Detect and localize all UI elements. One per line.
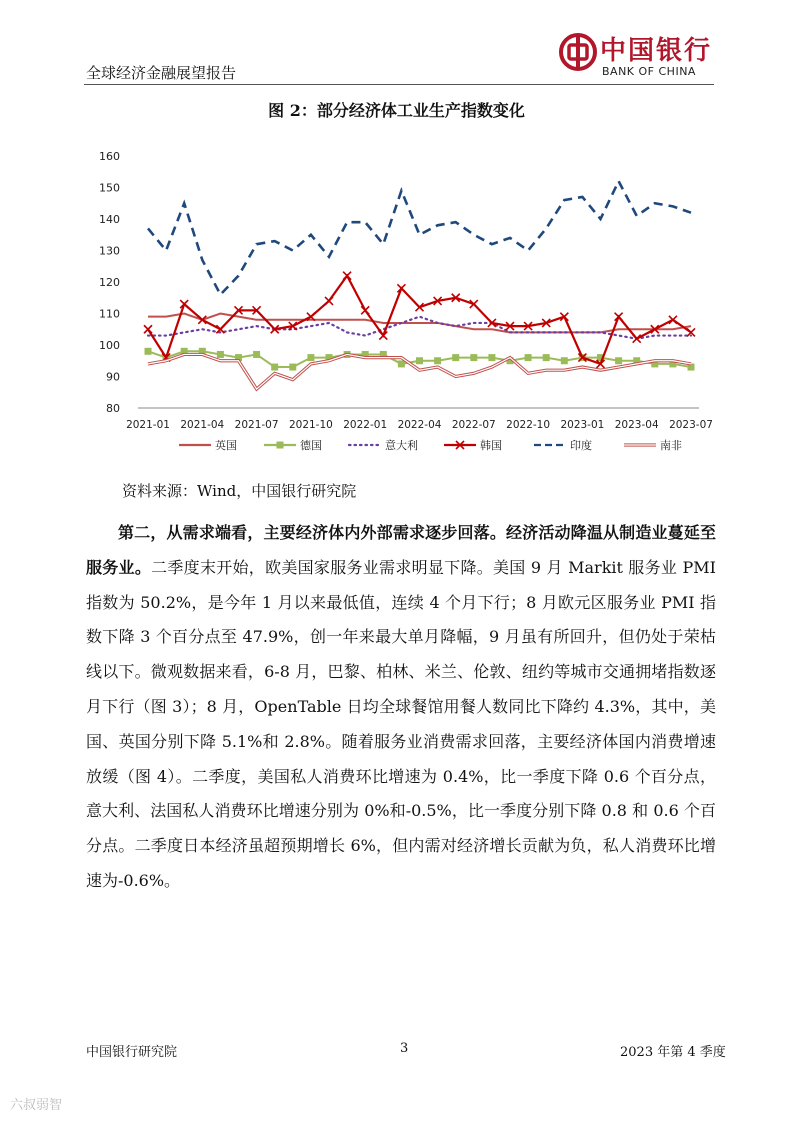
legend-item (444, 438, 502, 452)
chart-axes (99, 150, 713, 431)
x-tick-label: 2023-07 (669, 419, 713, 431)
series-3-point (669, 316, 677, 324)
series-1-point (434, 357, 441, 364)
legend-label: 英国 (215, 439, 237, 452)
logo-text-cn: 中国银行 (600, 36, 713, 66)
series-3-point (325, 297, 333, 305)
x-tick-label: 2023-04 (614, 419, 659, 431)
bank-logo-icon (558, 32, 598, 72)
bank-logo (558, 30, 718, 80)
series-1-point (398, 360, 405, 367)
logo-text-en: BANK OF CHINA (602, 65, 696, 78)
y-tick-label: 90 (106, 370, 120, 384)
series-1-point (271, 364, 278, 371)
figure-title: 图 2：部分经济体工业生产指数变化 (268, 101, 525, 120)
y-tick-label: 130 (99, 244, 120, 258)
legend-label: 南非 (660, 439, 682, 452)
x-tick-label: 2022-10 (506, 419, 551, 431)
y-tick-label: 80 (106, 402, 120, 415)
series-3-point (144, 325, 152, 333)
legend-item (534, 438, 592, 452)
legend-item (624, 438, 682, 452)
x-tick-label: 2021-04 (180, 419, 225, 431)
legend-item (179, 438, 237, 452)
y-tick-label: 110 (99, 307, 120, 321)
series-1-point (289, 364, 296, 371)
paragraph (86, 516, 716, 899)
series-1-point (307, 354, 314, 361)
series-1-point (470, 354, 477, 361)
x-tick-label: 2021-10 (288, 419, 333, 431)
x-tick-label: 2022-04 (397, 419, 442, 431)
chart-plot-area (144, 181, 695, 389)
series-1-point (525, 354, 532, 361)
series-3-point (343, 272, 351, 280)
body-paragraph (86, 516, 716, 899)
legend-label: 印度 (570, 439, 592, 452)
series-1-point (488, 354, 495, 361)
y-tick-label: 100 (99, 339, 120, 352)
y-tick-label: 120 (99, 276, 120, 289)
legend-marker (277, 442, 284, 449)
legend-label: 意大利 (385, 439, 418, 452)
series-4-line (148, 181, 691, 294)
legend-label: 韩国 (480, 439, 502, 452)
y-tick-label: 140 (99, 213, 120, 226)
series-1-point (253, 351, 260, 358)
report-title: 全球经济金融展望报告 (86, 64, 237, 82)
x-tick-label: 2022-01 (343, 419, 388, 431)
figure-source: 资料来源：Wind，中国银行研究院 (122, 482, 357, 500)
series-1-point (217, 351, 224, 358)
y-tick-label: 160 (99, 150, 120, 163)
series-3-point (361, 306, 369, 314)
series-1-point (452, 354, 459, 361)
series-1-point (615, 357, 622, 364)
y-tick-label: 150 (99, 181, 120, 195)
series-1-point (543, 354, 550, 361)
series-1-point (416, 357, 423, 364)
series-1-point (145, 348, 152, 355)
x-tick-label: 2021-07 (234, 419, 279, 431)
legend-item (349, 438, 418, 452)
x-tick-label: 2022-07 (451, 419, 496, 431)
legend-label: 德国 (300, 439, 322, 452)
series-1-point (561, 357, 568, 364)
series-3-point (633, 335, 641, 343)
footer-org: 中国银行研究院 (86, 1045, 178, 1060)
x-tick-label: 2023-01 (560, 419, 605, 431)
page-number: 3 (400, 1041, 409, 1056)
industrial-production-chart (84, 140, 714, 470)
x-tick-label: 2021-01 (126, 419, 170, 431)
series-3-line (148, 276, 691, 364)
footer-period: 2023 年第 4 季度 (620, 1045, 726, 1060)
watermark: 六叔弱智 (10, 1098, 63, 1113)
chart-legend (179, 438, 682, 452)
paragraph-text: 二季度末开始，欧美国家服务业需求明显下降。美国 9 月 Markit 服务业 PMI 指数为 50.2%，是今年 1 月以来最低值，连续 4 个月下行；8 月欧元区服务业 PMI 指数下降 3 个百分点至 47.9%，创一年来最大单月降幅，9 月虽有所回升，但仍处于荣枯线以下。微观数据来看，6-8 月，巴黎、柏林、米兰、伦敦、纽约等城市交通拥堵指数逐月下行（图 3）；8 月，OpenTable 日均全球餐馆用餐人数同比下降约 4.3%，其中，美国、英国分别下降 5.1%和 2.8%。随着服务业消费需求回落，主要经济体国内消费增速放缓（图 4）。二季度，美国私人消费环比增速为 0.4%，比一季度下降 0.6 个百分点，意大利、法国私人消费环比增速分别为 0%和-0.5%，比一季度分别下降 0.8 和 0.6 个百分点。二季度日本经济虽超预期增长 6%，但内需对经济增长贡献为负，私人消费环比增速为-0.6%。 (86, 557, 716, 890)
paragraph-lead: 第二，从需求端看，主要经济体内外部需求逐步回落。经济活动降温从制造业蔓延至服务业。 (86, 523, 716, 577)
legend-item (264, 439, 322, 452)
header-divider (84, 84, 714, 85)
